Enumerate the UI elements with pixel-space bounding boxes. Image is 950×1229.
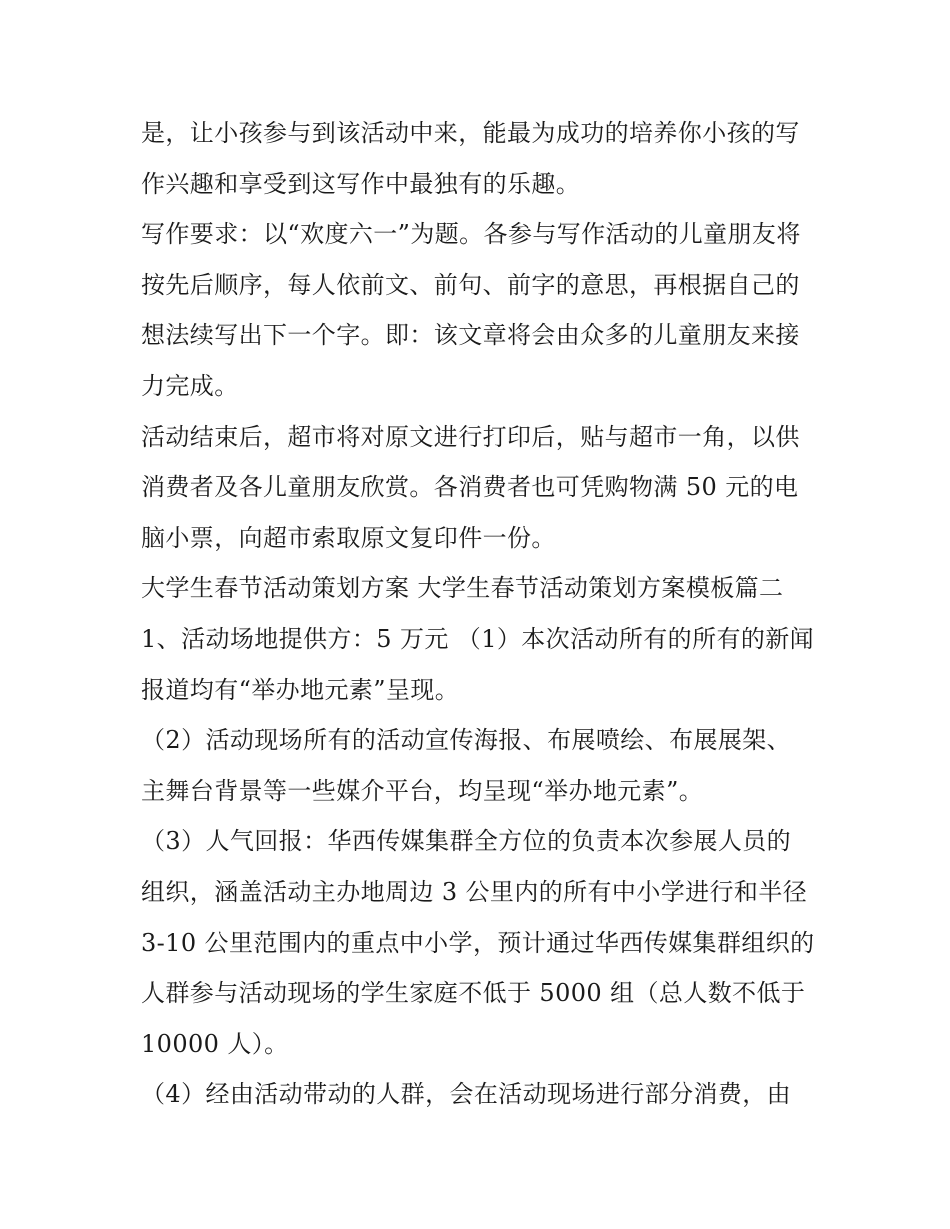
text-line: 1、活动场地提供方：5 万元 （1）本次活动所有的所有的新闻 [141, 624, 815, 653]
text-line: 按先后顺序，每人依前文、前句、前字的意思，再根据自己的 [141, 270, 800, 299]
section-heading: 大学生春节活动策划方案 大学生春节活动策划方案模板篇二 [141, 574, 784, 603]
text-line: 3-10 公里范围内的重点中小学，预计通过华西传媒集群组织的 [141, 928, 815, 957]
text-line: 写作要求：以“欢度六一”为题。各参与写作活动的儿童朋友将 [141, 220, 801, 249]
document-body [141, 108, 821, 1120]
text-line: 10000 人）。 [141, 1029, 289, 1058]
text-line: （2）活动现场所有的活动宣传海报、布展喷绘、布展展架、 [141, 726, 792, 755]
text-line: 想法续写出下一个字。即：该文章将会由众多的儿童朋友来接 [141, 321, 800, 350]
text-line: 是，让小孩参与到该活动中来，能最为成功的培养你小孩的写 [141, 119, 800, 147]
text-line: 主舞台背景等一些媒介平台，均呈现“举办地元素”。 [141, 776, 704, 805]
text-line: （4）经由活动带动的人群，会在活动现场进行部分消费，由 [141, 1080, 792, 1109]
text-line: （3）人气回报：华西传媒集群全方位的负责本次参展人员的 [141, 827, 792, 856]
text-line: 活动结束后，超市将对原文进行打印后，贴与超市一角，以供 [141, 422, 800, 451]
text-line: 脑小票，向超市索取原文复印件一份。 [141, 523, 556, 552]
text-line: 人群参与活动现场的学生家庭不低于 5000 组（总人数不低于 [141, 979, 806, 1008]
text-line: 作兴趣和享受到这写作中最独有的乐趣。 [141, 169, 581, 198]
text-line: 报道均有“举办地元素”呈现。 [141, 675, 460, 704]
text-line: 组织，涵盖活动主办地周边 3 公里内的所有中小学进行和半径 [141, 877, 808, 906]
text-line: 消费者及各儿童朋友欣赏。各消费者也可凭购物满 50 元的电 [141, 473, 799, 502]
text-line: 力完成。 [141, 371, 239, 400]
